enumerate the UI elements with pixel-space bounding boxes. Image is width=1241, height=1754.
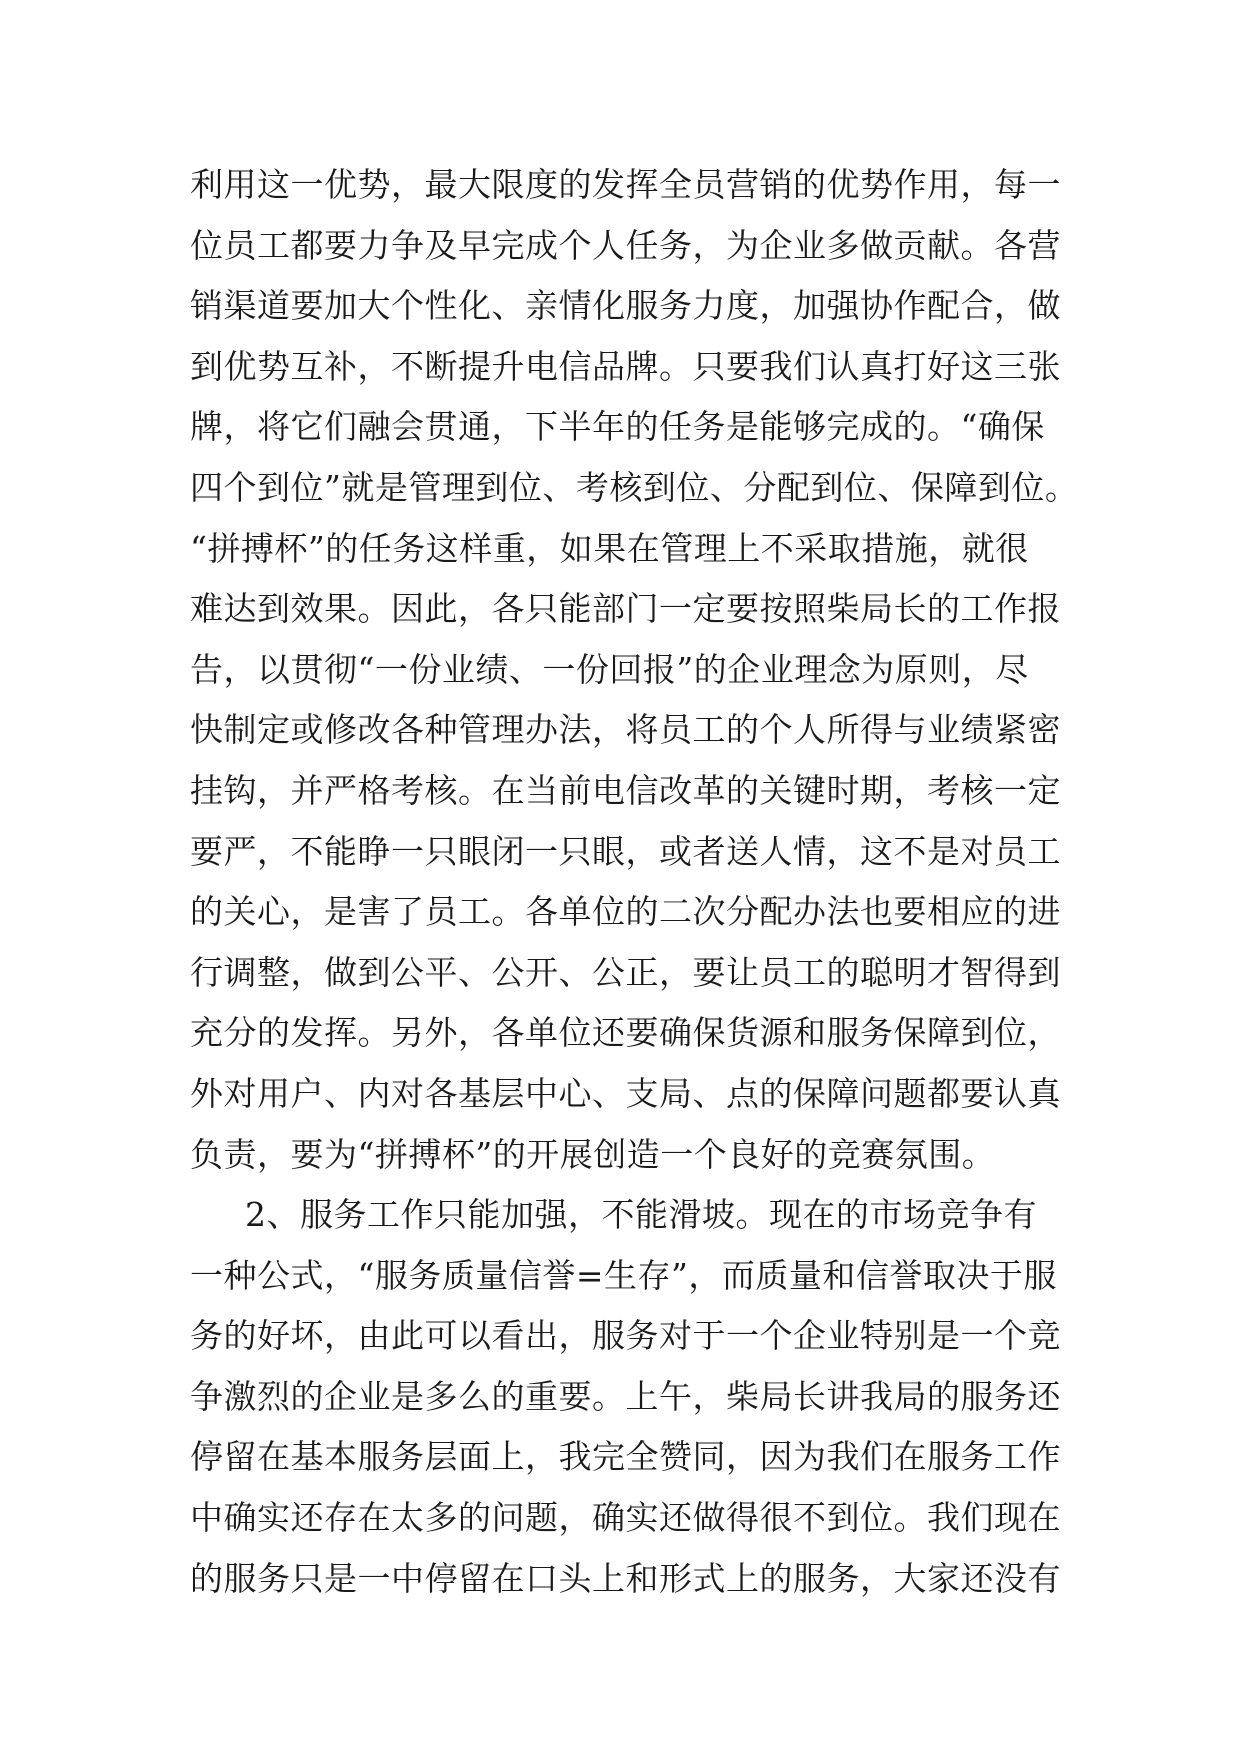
text-line: 中确实还存在太多的问题，确实还做得很不到位。我们现在 (190, 1498, 1061, 1538)
text-line: 一种公式，“服务质量信誉=生存”，而质量和信誉取决于服 (190, 1255, 1057, 1295)
text-line: 行调整，做到公平、公开、公正，要让员工的聪明才智得到 (190, 952, 1061, 992)
text-line: 牌，将它们融会贯通，下半年的任务是能够完成的。“确保 (190, 407, 1045, 447)
text-line: 负责，要为“拼搏杯”的开展创造一个良好的竞赛氛围。 (190, 1134, 996, 1174)
text-line: 务的好坏，由此可以看出，服务对于一个企业特别是一个竞 (190, 1316, 1061, 1356)
text-line: 外对用户、内对各基层中心、支局、点的保障问题都要认真 (190, 1073, 1061, 1113)
text-line: 到优势互补，不断提升电信品牌。只要我们认真打好这三张 (190, 346, 1061, 386)
text-line: 四个到位”就是管理到位、考核到位、分配到位、保障到位。 (190, 467, 1079, 507)
text-line: 要严，不能睁一只眼闭一只眼，或者送人情，这不是对员工 (190, 831, 1061, 871)
text-line: 快制定或修改各种管理办法，将员工的个人所得与业绩紧密 (190, 710, 1061, 750)
text-line: 停留在基本服务层面上，我完全赞同，因为我们在服务工作 (190, 1437, 1061, 1477)
text-line: 的关心，是害了员工。各单位的二次分配办法也要相应的进 (190, 892, 1061, 932)
text-line: 难达到效果。因此，各只能部门一定要按照柴局长的工作报 (190, 589, 1061, 629)
text-line: 告，以贯彻“一份业绩、一份回报”的企业理念为原则，尽 (190, 649, 1029, 689)
text-line: 利用这一优势，最大限度的发挥全员营销的优势作用，每一 (190, 165, 1061, 204)
text-line: 争激烈的企业是多么的重要。上午，柴局长讲我局的服务还 (190, 1376, 1061, 1416)
text-line: 挂钩，并严格考核。在当前电信改革的关键时期，考核一定 (190, 770, 1061, 810)
text-line: 销渠道要加大个性化、亲情化服务力度，加强协作配合，做 (190, 286, 1061, 326)
text-line: “拼搏杯”的任务这样重，如果在管理上不采取措施，就很 (190, 528, 1029, 568)
paragraph-start-line: 2、服务工作只能加强，不能滑坡。现在的市场竞争有 (245, 1195, 1037, 1235)
body-text (190, 155, 1079, 1609)
text-line: 充分的发挥。另外，各单位还要确保货源和服务保障到位， (190, 1013, 1061, 1053)
text-line: 位员工都要力争及早完成个人任务，为企业多做贡献。各营 (190, 225, 1061, 265)
text-line: 的服务只是一中停留在口头上和形式上的服务，大家还没有 (190, 1558, 1061, 1598)
